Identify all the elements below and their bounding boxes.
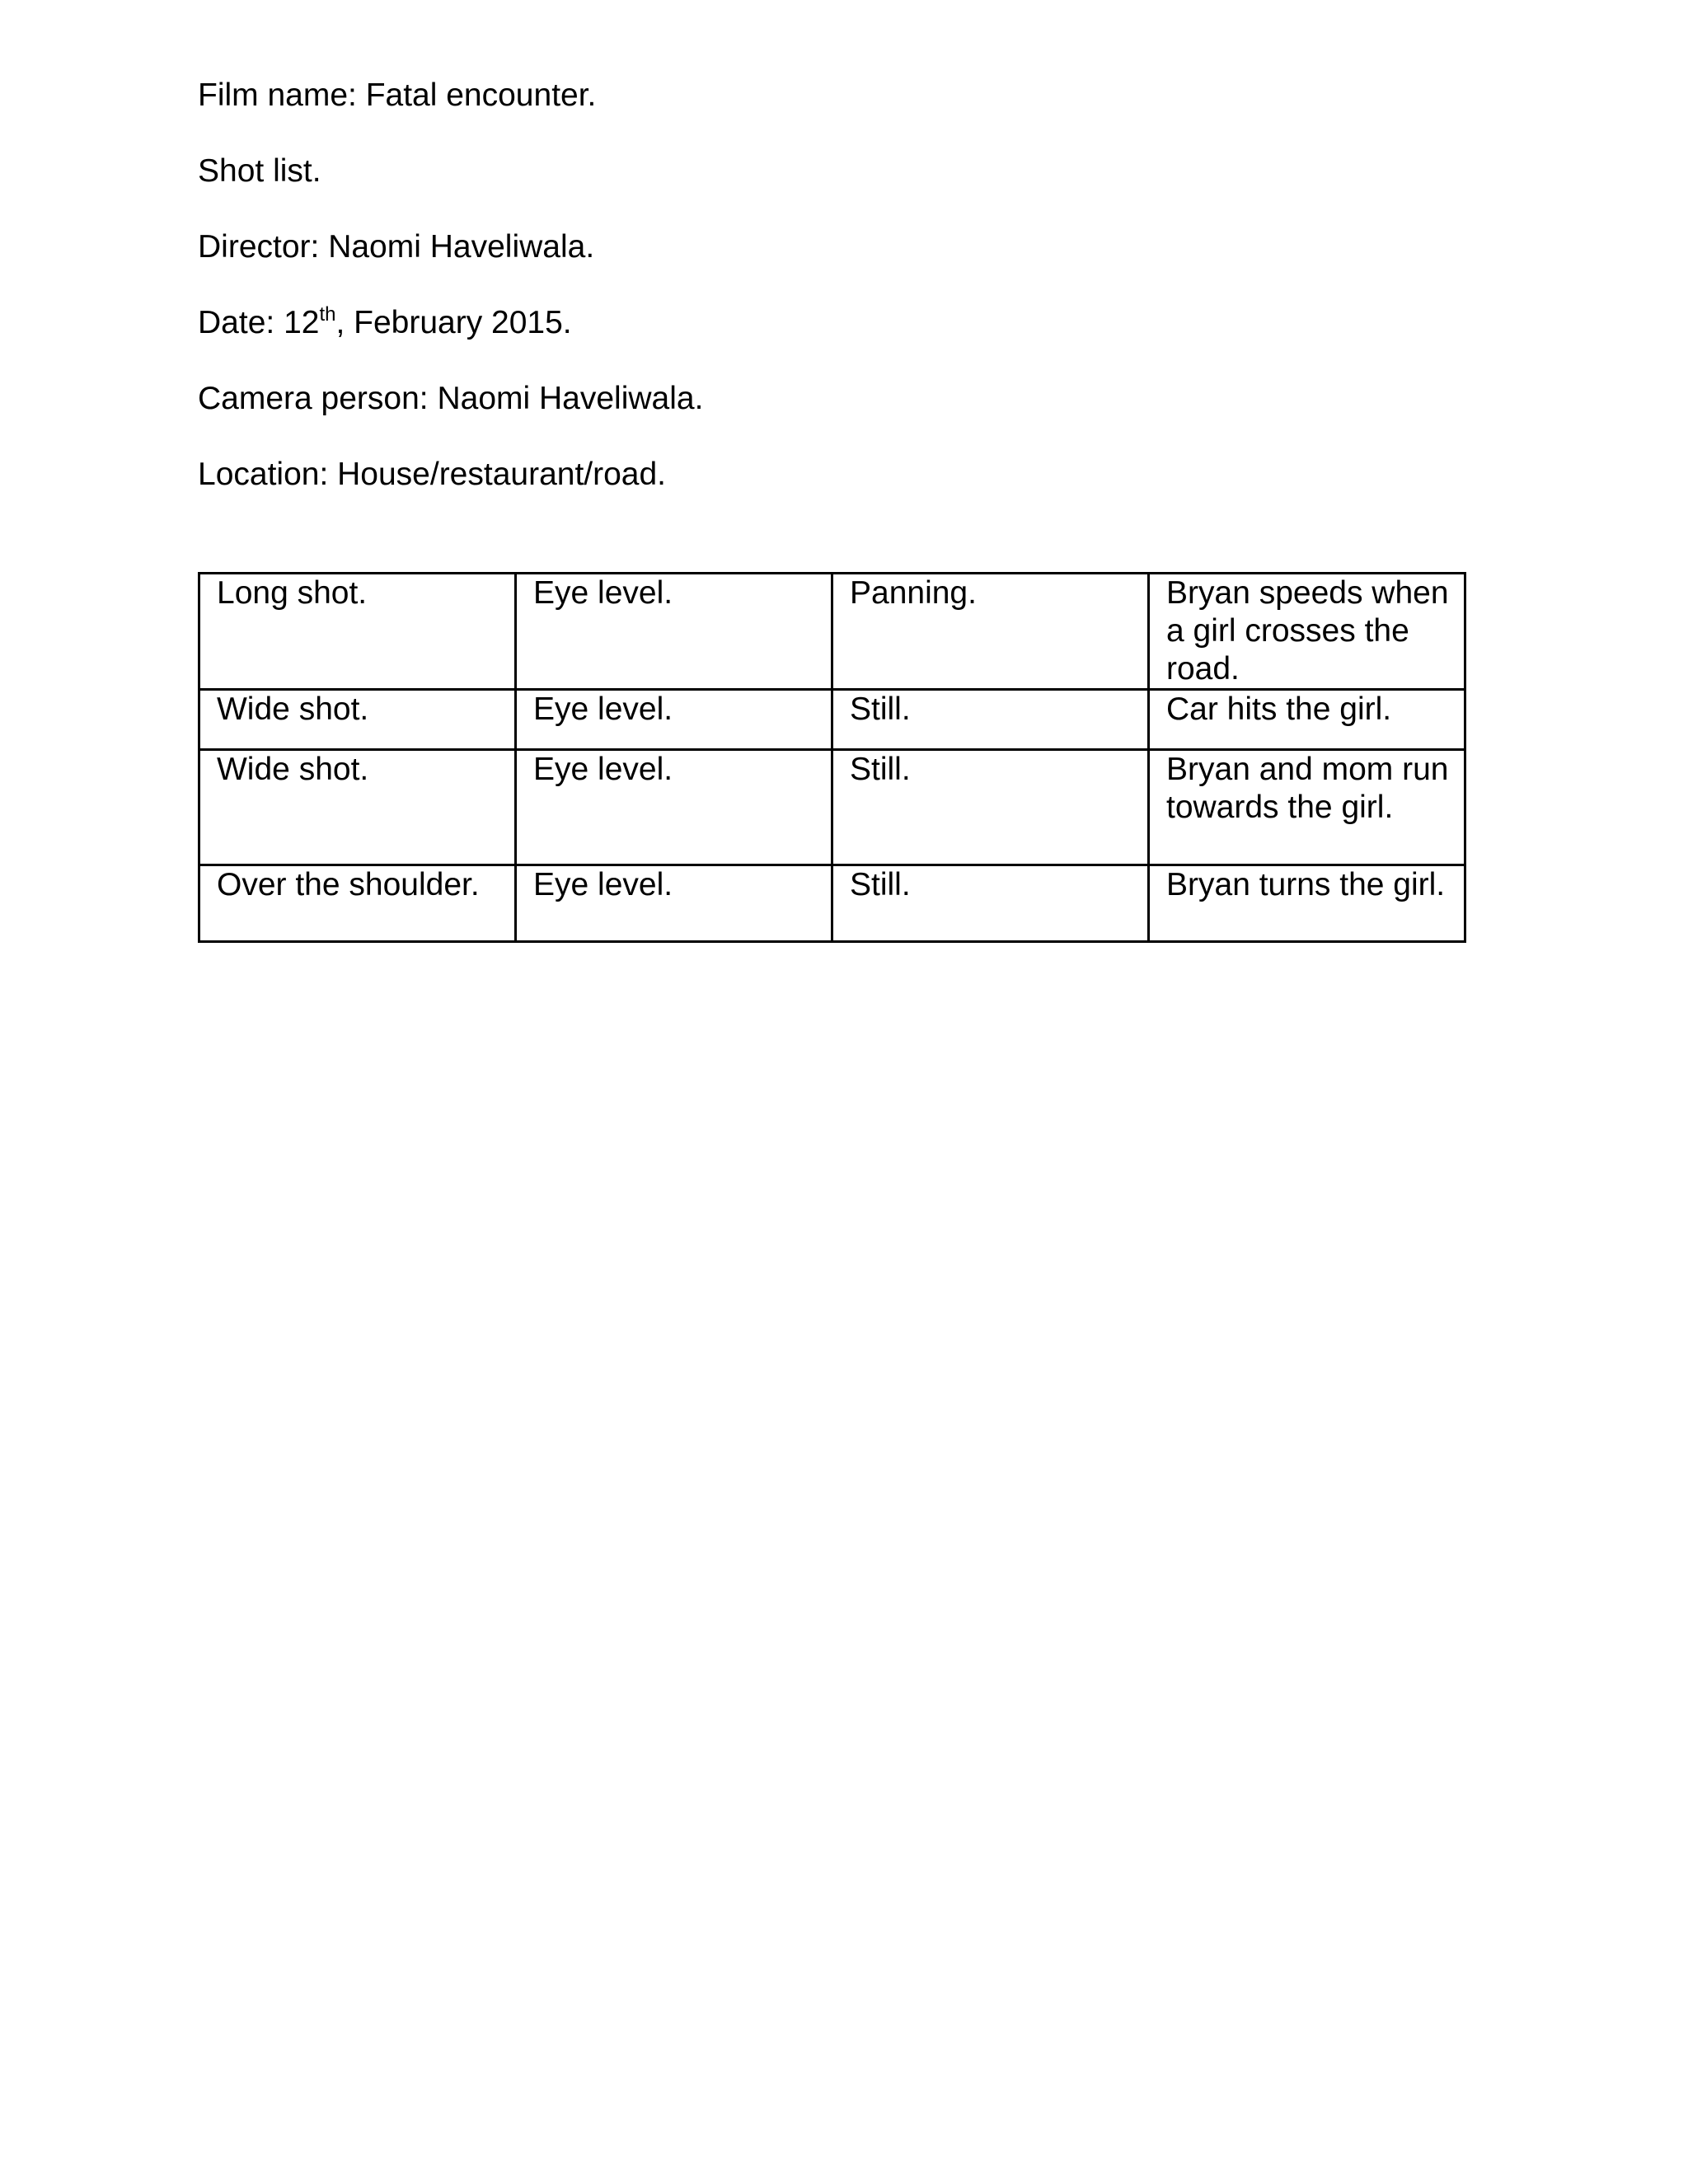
film-name-label: Film name: [198, 77, 366, 113]
camera-angle-cell: Eye level. [516, 750, 832, 865]
camera-person-line [198, 379, 1517, 419]
shot-list-title: Shot list. [198, 153, 321, 189]
date-label: Date: [198, 305, 284, 340]
director-value: Naomi Haveliwala. [328, 229, 595, 265]
shot-description-cell: Bryan turns the girl. [1149, 865, 1465, 942]
date-day: 12 [284, 305, 320, 340]
camera-movement-cell: Still. [832, 690, 1149, 750]
camera-angle-cell: Eye level. [516, 690, 832, 750]
date-day-suffix: th [319, 303, 336, 326]
table-row [199, 574, 1465, 690]
film-name-value: Fatal encounter. [365, 77, 597, 113]
camera-angle-cell: Eye level. [516, 574, 832, 690]
document-header [198, 76, 1517, 531]
location-line [198, 455, 1517, 494]
shot-description-cell: Bryan speeds when a girl crosses the road. [1149, 574, 1465, 690]
director-line [198, 227, 1517, 267]
table-row [199, 750, 1465, 865]
camera-movement-cell: Panning. [832, 574, 1149, 690]
shot-description-cell: Car hits the girl. [1149, 690, 1465, 750]
director-label: Director: [198, 229, 329, 265]
shot-type-cell: Over the shoulder. [199, 865, 516, 942]
shot-type-cell: Wide shot. [199, 690, 516, 750]
camera-angle-cell: Eye level. [516, 865, 832, 942]
location-value: House/restaurant/road. [337, 457, 667, 492]
shot-list-table [198, 572, 1466, 943]
film-name-line [198, 76, 1517, 115]
camera-movement-cell: Still. [832, 750, 1149, 865]
shot-type-cell: Wide shot. [199, 750, 516, 865]
date-rest: , February 2015. [335, 305, 572, 340]
table-row [199, 865, 1465, 942]
camera-person-value: Naomi Haveliwala. [437, 381, 704, 416]
location-label: Location: [198, 457, 338, 492]
table-row [199, 690, 1465, 750]
shot-type-cell: Long shot. [199, 574, 516, 690]
shot-description-cell: Bryan and mom run towards the girl. [1149, 750, 1465, 865]
date-line [198, 303, 1517, 343]
camera-person-label: Camera person: [198, 381, 438, 416]
camera-movement-cell: Still. [832, 865, 1149, 942]
